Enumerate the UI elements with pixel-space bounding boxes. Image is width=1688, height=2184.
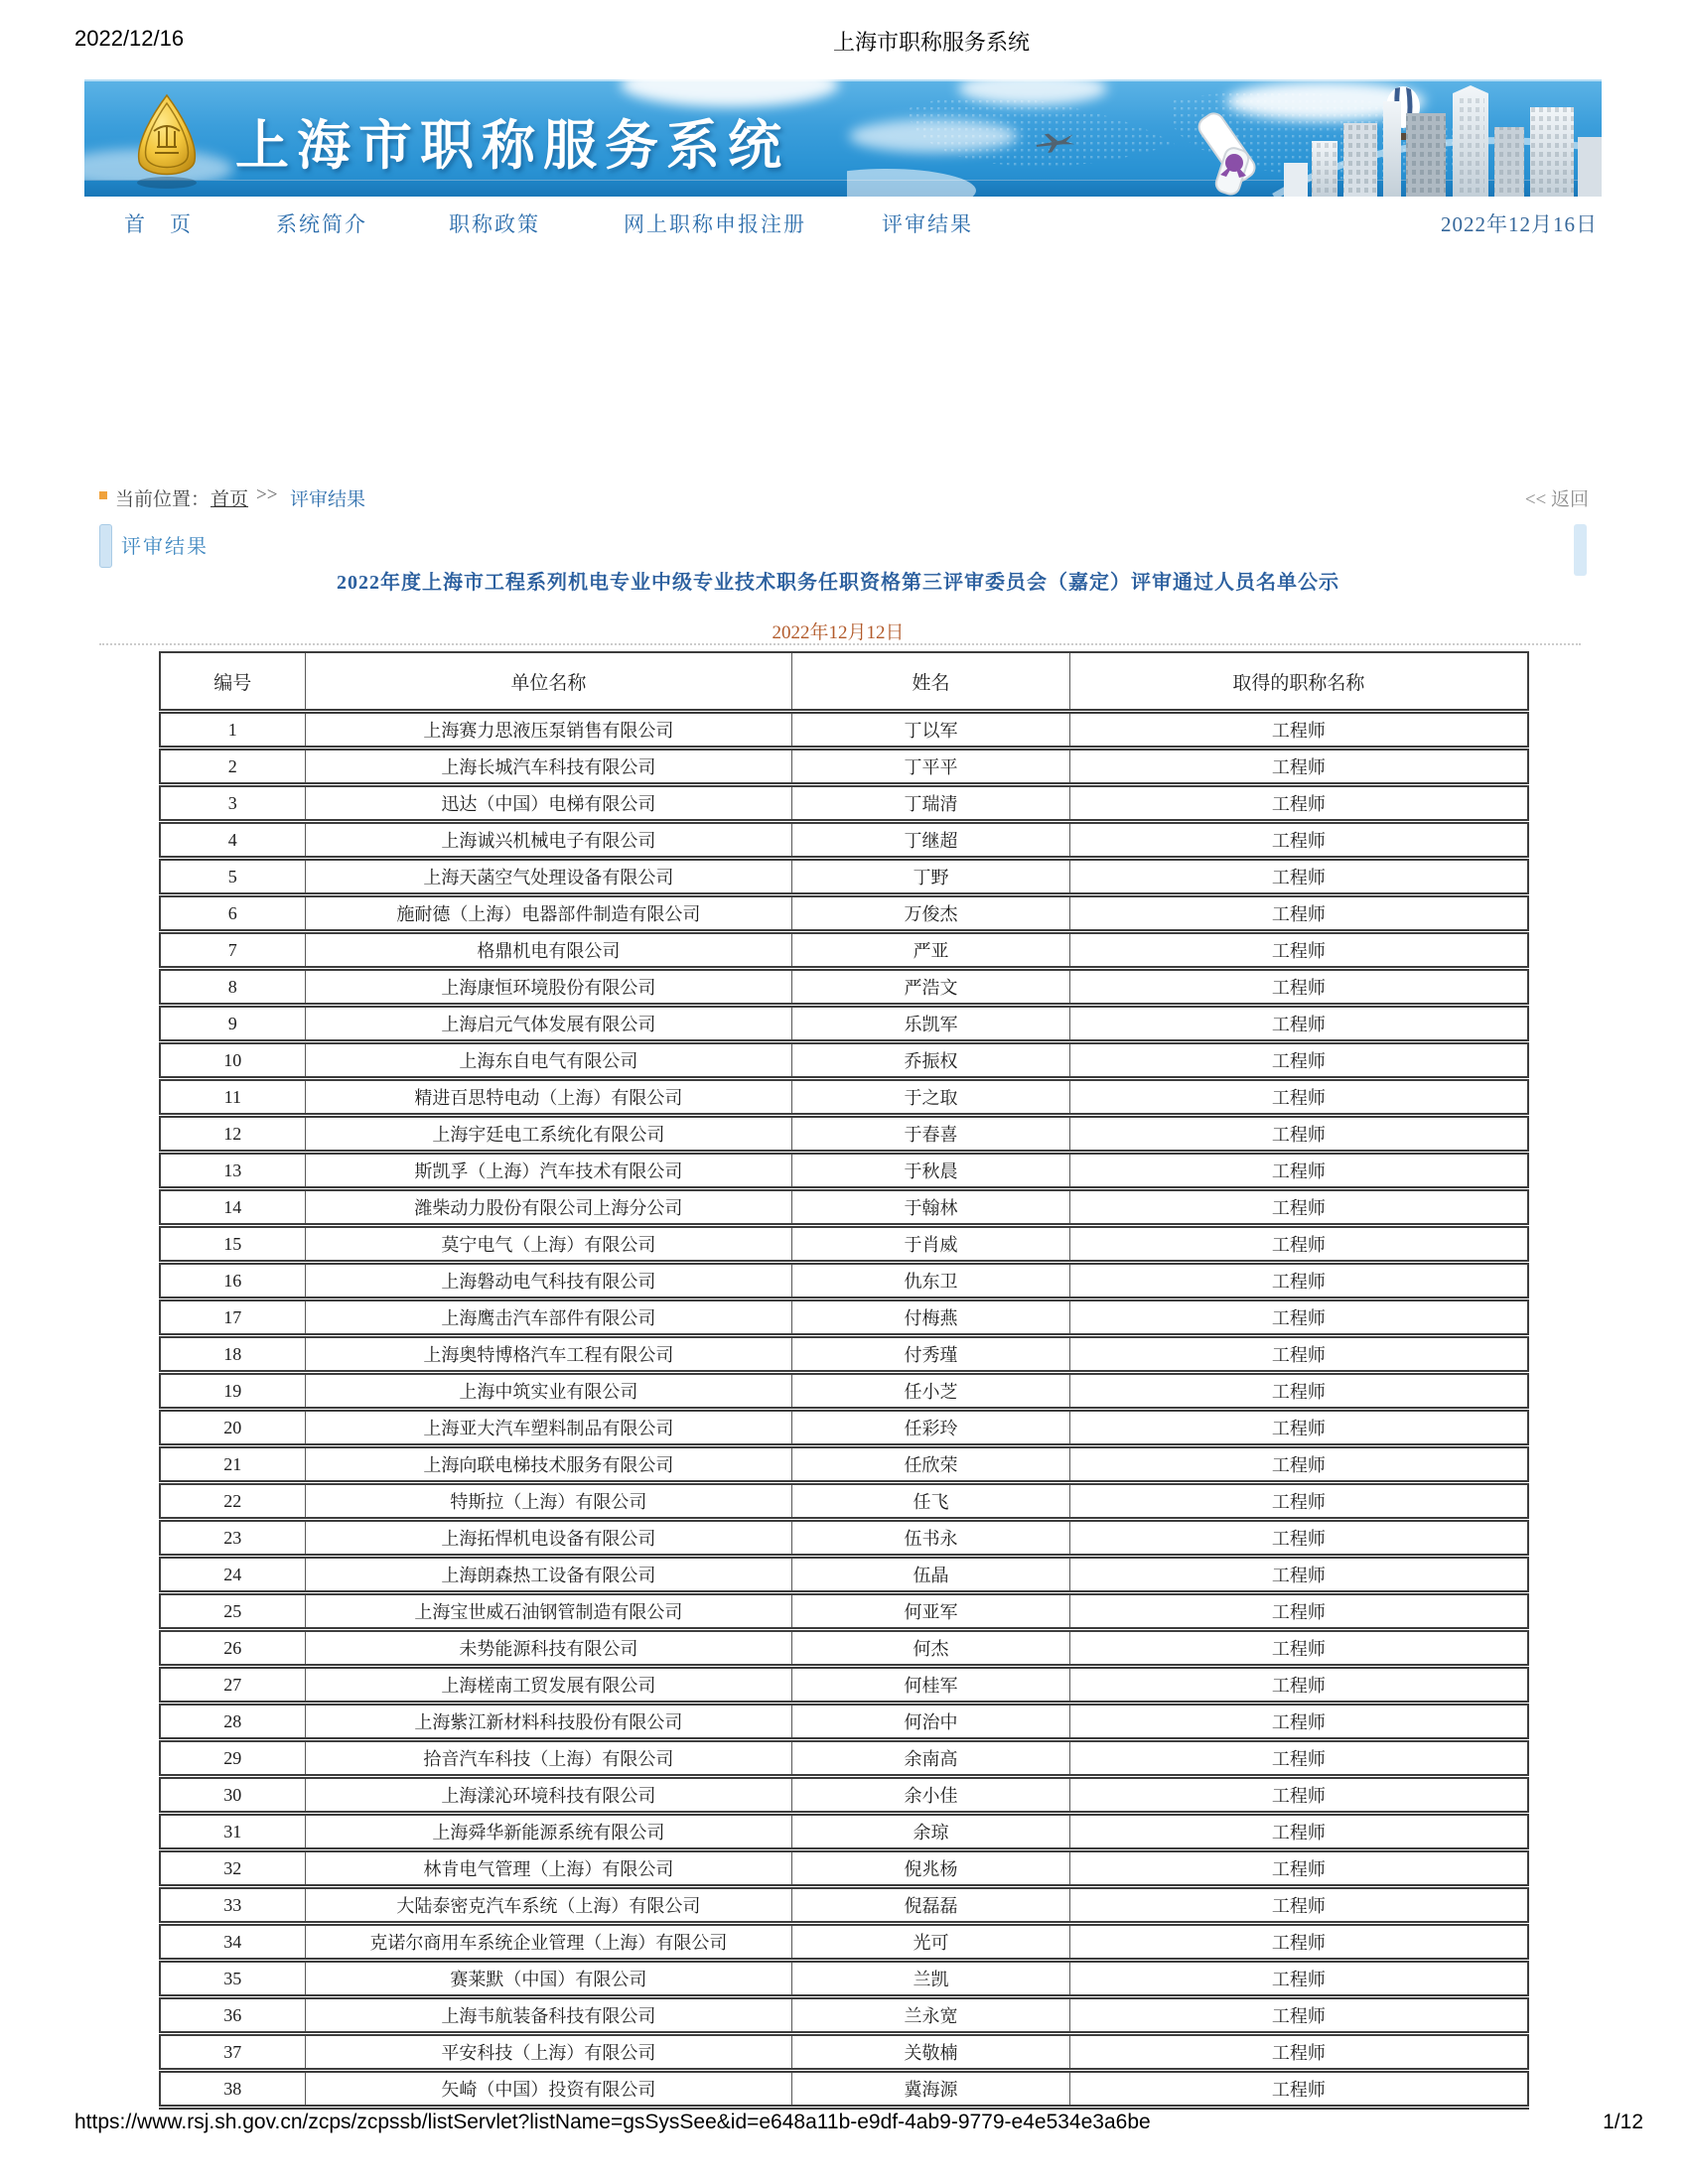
company-name-cell: 拾音汽车科技（上海）有限公司 <box>305 1740 792 1777</box>
section-right-bar <box>1574 524 1587 576</box>
company-name-cell: 上海中筑实业有限公司 <box>305 1373 792 1410</box>
company-name-cell: 迅达（中国）电梯有限公司 <box>305 785 792 822</box>
nav-item-review-results[interactable]: 评审结果 <box>882 212 973 236</box>
company-name-cell: 精进百思特电动（上海）有限公司 <box>305 1079 792 1116</box>
title-name-cell: 工程师 <box>1069 969 1528 1006</box>
title-name-cell: 工程师 <box>1069 1336 1528 1373</box>
results-table <box>159 651 1529 2110</box>
person-name-cell: 于翰林 <box>792 1189 1070 1226</box>
row-number-cell: 28 <box>160 1704 305 1740</box>
person-name-cell: 严浩文 <box>792 969 1070 1006</box>
table-row <box>160 1189 1528 1226</box>
table-row <box>160 1116 1528 1153</box>
company-name-cell: 上海亚大汽车塑料制品有限公司 <box>305 1410 792 1446</box>
document-title: 2022年度上海市工程系列机电专业中级专业技术职务任职资格第三评审委员会（嘉定）评审通过人员名单公示 <box>337 572 1339 594</box>
company-name-cell: 上海奥特博格汽车工程有限公司 <box>305 1336 792 1373</box>
person-name-cell: 倪磊磊 <box>792 1887 1070 1924</box>
title-name-cell: 工程师 <box>1069 1667 1528 1704</box>
row-number-cell: 31 <box>160 1814 305 1850</box>
title-name-cell: 工程师 <box>1069 1263 1528 1299</box>
row-number-cell: 32 <box>160 1850 305 1887</box>
row-number-cell: 24 <box>160 1557 305 1593</box>
row-number-cell: 5 <box>160 859 305 895</box>
header-company: 单位名称 <box>305 652 792 712</box>
row-number-cell: 4 <box>160 822 305 859</box>
title-name-cell: 工程师 <box>1069 1961 1528 1997</box>
company-name-cell: 上海韦航装备科技有限公司 <box>305 1997 792 2034</box>
row-number-cell: 22 <box>160 1483 305 1520</box>
company-name-cell: 赛莱默（中国）有限公司 <box>305 1961 792 1997</box>
company-name-cell: 上海磐动电气科技有限公司 <box>305 1263 792 1299</box>
row-number-cell: 37 <box>160 2034 305 2071</box>
table-row <box>160 1667 1528 1704</box>
breadcrumb-current-link[interactable]: 评审结果 <box>290 489 366 510</box>
table-row <box>160 1557 1528 1593</box>
person-name-cell: 任飞 <box>792 1483 1070 1520</box>
table-row <box>160 1997 1528 2034</box>
title-name-cell: 工程师 <box>1069 1887 1528 1924</box>
company-name-cell: 上海康恒环境股份有限公司 <box>305 969 792 1006</box>
company-name-cell: 上海漾沁环境科技有限公司 <box>305 1777 792 1814</box>
title-name-cell: 工程师 <box>1069 1924 1528 1961</box>
person-name-cell: 余小佳 <box>792 1777 1070 1814</box>
person-name-cell: 于肖威 <box>792 1226 1070 1263</box>
breadcrumb-bullet-icon <box>99 491 107 499</box>
table-row <box>160 1446 1528 1483</box>
person-name-cell: 冀海源 <box>792 2071 1070 2108</box>
title-name-cell: 工程师 <box>1069 1777 1528 1814</box>
title-name-cell: 工程师 <box>1069 859 1528 895</box>
table-row <box>160 712 1528 749</box>
table-row <box>160 1777 1528 1814</box>
title-name-cell: 工程师 <box>1069 895 1528 932</box>
table-row <box>160 2034 1528 2071</box>
row-number-cell: 21 <box>160 1446 305 1483</box>
row-number-cell: 10 <box>160 1042 305 1079</box>
title-name-cell: 工程师 <box>1069 1814 1528 1850</box>
dotted-divider <box>99 643 1581 645</box>
company-name-cell: 上海紫江新材料科技股份有限公司 <box>305 1704 792 1740</box>
company-name-cell: 矢崎（中国）投资有限公司 <box>305 2071 792 2108</box>
title-name-cell: 工程师 <box>1069 1850 1528 1887</box>
title-name-cell: 工程师 <box>1069 2034 1528 2071</box>
row-number-cell: 36 <box>160 1997 305 2034</box>
table-row <box>160 1373 1528 1410</box>
person-name-cell: 丁瑞清 <box>792 785 1070 822</box>
person-name-cell: 任彩玲 <box>792 1410 1070 1446</box>
table-row <box>160 1226 1528 1263</box>
person-name-cell: 乔振权 <box>792 1042 1070 1079</box>
row-number-cell: 14 <box>160 1189 305 1226</box>
row-number-cell: 34 <box>160 1924 305 1961</box>
table-row <box>160 1153 1528 1189</box>
person-name-cell: 何桂军 <box>792 1667 1070 1704</box>
row-number-cell: 2 <box>160 749 305 785</box>
person-name-cell: 万俊杰 <box>792 895 1070 932</box>
row-number-cell: 27 <box>160 1667 305 1704</box>
company-name-cell: 林肯电气管理（上海）有限公司 <box>305 1850 792 1887</box>
table-header-row <box>160 652 1528 712</box>
person-name-cell: 光可 <box>792 1924 1070 1961</box>
person-name-cell: 任欣荣 <box>792 1446 1070 1483</box>
person-name-cell: 仇东卫 <box>792 1263 1070 1299</box>
company-name-cell: 上海舜华新能源系统有限公司 <box>305 1814 792 1850</box>
title-name-cell: 工程师 <box>1069 1299 1528 1336</box>
title-name-cell: 工程师 <box>1069 1557 1528 1593</box>
company-name-cell: 莫宁电气（上海）有限公司 <box>305 1226 792 1263</box>
person-name-cell: 丁野 <box>792 859 1070 895</box>
person-name-cell: 丁继超 <box>792 822 1070 859</box>
person-name-cell: 于秋晨 <box>792 1153 1070 1189</box>
table-row <box>160 749 1528 785</box>
title-name-cell: 工程师 <box>1069 1593 1528 1630</box>
table-row <box>160 859 1528 895</box>
site-banner <box>84 79 1602 197</box>
title-name-cell: 工程师 <box>1069 785 1528 822</box>
company-name-cell: 上海宇廷电工系统化有限公司 <box>305 1116 792 1153</box>
row-number-cell: 11 <box>160 1079 305 1116</box>
section-left-bar <box>99 524 112 568</box>
person-name-cell: 任小芝 <box>792 1373 1070 1410</box>
banner-title: 上海市职称服务系统 <box>235 116 789 176</box>
title-name-cell: 工程师 <box>1069 1520 1528 1557</box>
company-name-cell: 上海拓悍机电设备有限公司 <box>305 1520 792 1557</box>
company-name-cell: 上海赛力思液压泵销售有限公司 <box>305 712 792 749</box>
table-row <box>160 1887 1528 1924</box>
title-name-cell: 工程师 <box>1069 932 1528 969</box>
table-row <box>160 822 1528 859</box>
person-name-cell: 何杰 <box>792 1630 1070 1667</box>
title-name-cell: 工程师 <box>1069 1997 1528 2034</box>
worldmap-dots-graphic <box>907 95 1175 166</box>
results-table-body <box>160 712 1528 2108</box>
back-link[interactable]: << 返回 <box>1524 489 1589 510</box>
company-name-cell: 上海宝世威石油钢管制造有限公司 <box>305 1593 792 1630</box>
row-number-cell: 30 <box>160 1777 305 1814</box>
row-number-cell: 18 <box>160 1336 305 1373</box>
document-date: 2022年12月12日 <box>772 622 905 643</box>
person-name-cell: 严亚 <box>792 932 1070 969</box>
person-name-cell: 何治中 <box>792 1704 1070 1740</box>
footer-page-number: 1/12 <box>1603 2111 1643 2133</box>
header-name: 姓名 <box>792 652 1070 712</box>
table-row <box>160 1079 1528 1116</box>
table-row <box>160 1006 1528 1042</box>
company-name-cell: 未势能源科技有限公司 <box>305 1630 792 1667</box>
table-row <box>160 1630 1528 1667</box>
row-number-cell: 13 <box>160 1153 305 1189</box>
table-row <box>160 1336 1528 1373</box>
company-name-cell: 上海向联电梯技术服务有限公司 <box>305 1446 792 1483</box>
main-nav <box>84 197 1602 246</box>
person-name-cell: 伍书永 <box>792 1520 1070 1557</box>
person-name-cell: 付梅燕 <box>792 1299 1070 1336</box>
company-name-cell: 克诺尔商用车系统企业管理（上海）有限公司 <box>305 1924 792 1961</box>
company-name-cell: 上海槎南工贸发展有限公司 <box>305 1667 792 1704</box>
table-row <box>160 785 1528 822</box>
row-number-cell: 25 <box>160 1593 305 1630</box>
nav-item-home[interactable]: 首 页 <box>124 212 193 236</box>
table-row <box>160 1520 1528 1557</box>
person-name-cell: 兰永宽 <box>792 1997 1070 2034</box>
company-name-cell: 上海诚兴机械电子有限公司 <box>305 822 792 859</box>
breadcrumb-label: 当前位置： <box>115 489 211 510</box>
person-name-cell: 付秀瑾 <box>792 1336 1070 1373</box>
print-page-title: 上海市职称服务系统 <box>832 30 1031 55</box>
row-number-cell: 16 <box>160 1263 305 1299</box>
company-name-cell: 上海启元气体发展有限公司 <box>305 1006 792 1042</box>
title-name-cell: 工程师 <box>1069 1116 1528 1153</box>
row-number-cell: 9 <box>160 1006 305 1042</box>
footer-url: https://www.rsj.sh.gov.cn/zcps/zcpssb/listServlet?listName=gsSysSee&id=e648a11b-e9df-4ab9-9779-e4e534e3a6be <box>74 2111 1151 2133</box>
table-row <box>160 1740 1528 1777</box>
site-logo <box>124 91 210 196</box>
header-number: 编号 <box>160 652 305 712</box>
breadcrumb <box>99 484 1589 514</box>
row-number-cell: 29 <box>160 1740 305 1777</box>
row-number-cell: 17 <box>160 1299 305 1336</box>
table-row <box>160 932 1528 969</box>
company-name-cell: 格鼎机电有限公司 <box>305 932 792 969</box>
row-number-cell: 6 <box>160 895 305 932</box>
section-title: 评审结果 <box>121 536 209 558</box>
title-name-cell: 工程师 <box>1069 1153 1528 1189</box>
title-name-cell: 工程师 <box>1069 1079 1528 1116</box>
nav-item-title-policy[interactable]: 职称政策 <box>449 212 540 236</box>
company-name-cell: 上海朗森热工设备有限公司 <box>305 1557 792 1593</box>
title-name-cell: 工程师 <box>1069 1226 1528 1263</box>
title-name-cell: 工程师 <box>1069 1006 1528 1042</box>
title-name-cell: 工程师 <box>1069 1740 1528 1777</box>
table-row <box>160 1042 1528 1079</box>
title-name-cell: 工程师 <box>1069 1042 1528 1079</box>
title-name-cell: 工程师 <box>1069 1483 1528 1520</box>
person-name-cell: 丁平平 <box>792 749 1070 785</box>
person-name-cell: 余南高 <box>792 1740 1070 1777</box>
person-name-cell: 于春喜 <box>792 1116 1070 1153</box>
table-row <box>160 1410 1528 1446</box>
company-name-cell: 潍柴动力股份有限公司上海分公司 <box>305 1189 792 1226</box>
table-row <box>160 1704 1528 1740</box>
table-row <box>160 1924 1528 1961</box>
title-name-cell: 工程师 <box>1069 1189 1528 1226</box>
row-number-cell: 33 <box>160 1887 305 1924</box>
title-name-cell: 工程师 <box>1069 1630 1528 1667</box>
person-name-cell: 伍晶 <box>792 1557 1070 1593</box>
row-number-cell: 26 <box>160 1630 305 1667</box>
title-name-cell: 工程师 <box>1069 2071 1528 2108</box>
row-number-cell: 1 <box>160 712 305 749</box>
company-name-cell: 大陆泰密克汽车系统（上海）有限公司 <box>305 1887 792 1924</box>
title-name-cell: 工程师 <box>1069 1446 1528 1483</box>
nav-item-system-intro[interactable]: 系统简介 <box>276 212 367 236</box>
title-name-cell: 工程师 <box>1069 1410 1528 1446</box>
row-number-cell: 3 <box>160 785 305 822</box>
table-row <box>160 1299 1528 1336</box>
row-number-cell: 23 <box>160 1520 305 1557</box>
title-name-cell: 工程师 <box>1069 1704 1528 1740</box>
nav-current-date: 2022年12月16日 <box>1441 212 1598 236</box>
company-name-cell: 上海东自电气有限公司 <box>305 1042 792 1079</box>
title-name-cell: 工程师 <box>1069 1373 1528 1410</box>
row-number-cell: 12 <box>160 1116 305 1153</box>
row-number-cell: 15 <box>160 1226 305 1263</box>
title-name-cell: 工程师 <box>1069 822 1528 859</box>
table-row <box>160 969 1528 1006</box>
print-date: 2022/12/16 <box>74 26 185 51</box>
title-name-cell: 工程师 <box>1069 749 1528 785</box>
table-row <box>160 2071 1528 2108</box>
breadcrumb-home-link[interactable]: 首页 <box>211 489 249 510</box>
table-row <box>160 1593 1528 1630</box>
row-number-cell: 7 <box>160 932 305 969</box>
person-name-cell: 乐凯军 <box>792 1006 1070 1042</box>
person-name-cell: 关敬楠 <box>792 2034 1070 2071</box>
title-name-cell: 工程师 <box>1069 712 1528 749</box>
nav-item-online-apply[interactable]: 网上职称申报注册 <box>624 212 806 236</box>
row-number-cell: 38 <box>160 2071 305 2108</box>
breadcrumb-separator: >> <box>256 484 278 505</box>
banner-cityscape-graphic <box>847 79 1602 197</box>
company-name-cell: 斯凯孚（上海）汽车技术有限公司 <box>305 1153 792 1189</box>
company-name-cell: 平安科技（上海）有限公司 <box>305 2034 792 2071</box>
table-row <box>160 1850 1528 1887</box>
row-number-cell: 8 <box>160 969 305 1006</box>
person-name-cell: 丁以军 <box>792 712 1070 749</box>
row-number-cell: 19 <box>160 1373 305 1410</box>
person-name-cell: 倪兆杨 <box>792 1850 1070 1887</box>
table-row <box>160 1263 1528 1299</box>
person-name-cell: 余琼 <box>792 1814 1070 1850</box>
company-name-cell: 施耐德（上海）电器部件制造有限公司 <box>305 895 792 932</box>
company-name-cell: 上海天菡空气处理设备有限公司 <box>305 859 792 895</box>
row-number-cell: 35 <box>160 1961 305 1997</box>
table-row <box>160 1814 1528 1850</box>
table-row <box>160 1961 1528 1997</box>
person-name-cell: 何亚军 <box>792 1593 1070 1630</box>
table-row <box>160 895 1528 932</box>
table-row <box>160 1483 1528 1520</box>
row-number-cell: 20 <box>160 1410 305 1446</box>
person-name-cell: 兰凯 <box>792 1961 1070 1997</box>
header-title: 取得的职称名称 <box>1069 652 1528 712</box>
person-name-cell: 于之取 <box>792 1079 1070 1116</box>
company-name-cell: 特斯拉（上海）有限公司 <box>305 1483 792 1520</box>
company-name-cell: 上海鹰击汽车部件有限公司 <box>305 1299 792 1336</box>
company-name-cell: 上海长城汽车科技有限公司 <box>305 749 792 785</box>
